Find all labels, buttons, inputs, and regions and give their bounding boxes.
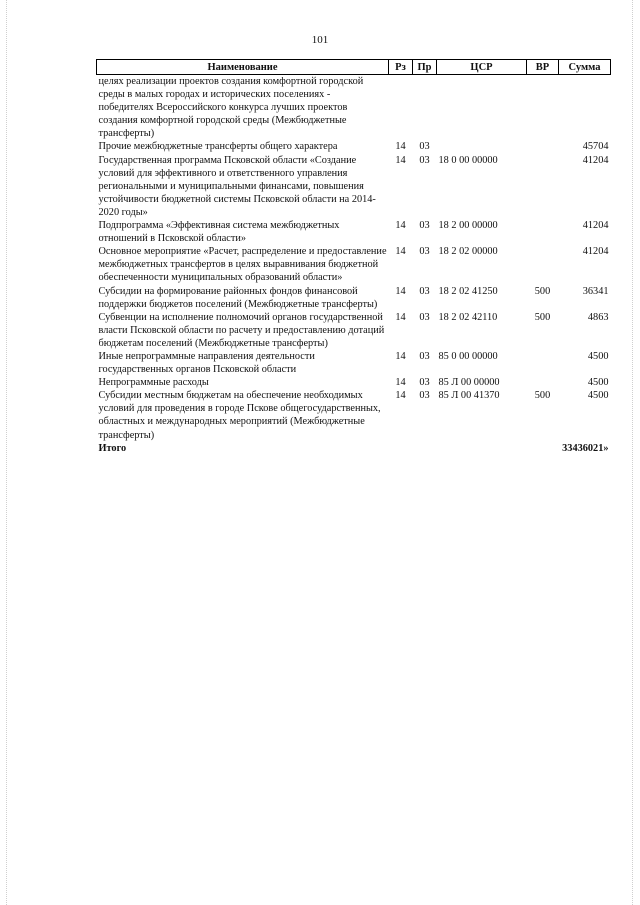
table-row xyxy=(97,219,611,245)
row-pr: 03 xyxy=(419,350,430,362)
header-csr: ЦСР xyxy=(437,60,527,75)
row-sum xyxy=(559,75,611,141)
row-sum: 4500 xyxy=(587,390,609,402)
row-csr: 18 0 00 00000 xyxy=(438,154,498,166)
row-pr: 03 xyxy=(419,246,430,258)
row-pr: 03 xyxy=(419,285,430,297)
row-name: Государственная программа Псковской области «Создание условий для эффективного и ответственного управления региональными и муниципальными финансами, повышения устойчивости бюджетной системы Псковской области на 2014-2020 годы» xyxy=(98,154,376,218)
row-rz: 14 xyxy=(395,377,406,389)
header-sum: Сумма xyxy=(559,60,611,75)
row-name: Субвенции на исполнение полномочий органов государственной власти Псковской области по расчету и предоставлению дотаций бюджетам поселений (Межбюджетные трансферты) xyxy=(98,311,385,349)
row-name: Непрограммные расходы xyxy=(98,377,209,389)
header-name: Наименование xyxy=(97,60,389,75)
row-rz: 14 xyxy=(395,220,406,232)
row-csr: 18 2 02 41250 xyxy=(438,285,498,297)
row-name: Субсидии местным бюджетам на обеспечение необходимых условий для проведения в городе Пскове общегосударственных, областных и международных мероприятий (Межбюджетные трансферты) xyxy=(98,390,381,441)
row-name: Иные непрограммные направления деятельности государственных органов Псковской области xyxy=(98,350,315,376)
row-csr: 85 0 00 00000 xyxy=(438,350,498,362)
row-sum: 4500 xyxy=(587,377,609,389)
header-pr: Пр xyxy=(413,60,437,75)
row-rz: 14 xyxy=(395,285,406,297)
table-header-row xyxy=(97,60,611,75)
row-rz: 14 xyxy=(395,141,406,153)
row-rz: 14 xyxy=(395,311,406,323)
row-vr xyxy=(527,376,559,389)
row-pr: 03 xyxy=(419,220,430,232)
row-csr: 18 2 02 00000 xyxy=(438,246,498,258)
row-pr: 03 xyxy=(419,390,430,402)
total-row xyxy=(97,442,611,455)
table-row xyxy=(97,389,611,441)
table-body xyxy=(97,75,611,455)
row-vr: 500 xyxy=(534,390,551,402)
row-csr: 18 2 00 00000 xyxy=(438,220,498,232)
row-csr xyxy=(437,75,527,141)
table-row xyxy=(97,140,611,153)
row-pr: 03 xyxy=(419,311,430,323)
total-label: Итого xyxy=(98,442,127,454)
row-vr: 500 xyxy=(534,311,551,323)
row-vr xyxy=(527,350,559,376)
row-pr xyxy=(413,75,437,141)
table-row xyxy=(97,154,611,219)
budget-table xyxy=(96,59,611,455)
row-vr xyxy=(527,140,559,153)
table-row xyxy=(97,311,611,350)
row-csr: 85 Л 00 00000 xyxy=(438,377,500,389)
row-pr: 03 xyxy=(419,154,430,166)
table-row xyxy=(97,350,611,376)
header-vr: ВР xyxy=(527,60,559,75)
row-vr xyxy=(527,154,559,219)
row-name: Субсидии на формирование районных фондов финансовой поддержки бюджетов поселений (Межбюджетные трансферты) xyxy=(98,285,378,310)
row-rz: 14 xyxy=(395,350,406,362)
row-name: Основное мероприятие «Расчет, распределение и предоставление межбюджетных трансфертов в целях выравнивания бюджетной обеспеченности муниципальных образований области» xyxy=(98,246,387,284)
row-vr xyxy=(527,219,559,245)
page-number: 101 xyxy=(311,34,329,46)
row-name: Подпрограмма «Эффективная система межбюджетных отношений в Псковской области» xyxy=(98,220,340,245)
row-sum: 41204 xyxy=(582,246,609,258)
total-sum: 33436021» xyxy=(562,442,609,454)
row-vr xyxy=(527,75,559,141)
table-row xyxy=(97,285,611,311)
table-row xyxy=(97,245,611,284)
row-name: целях реализации проектов создания комфортной городской среды в малых городах и исторических поселениях - победителях Всероссийского конкурса лучших проектов создания комфортной городской среды (Межбюджетные трансферты) xyxy=(98,76,364,140)
row-csr xyxy=(437,140,527,153)
scan-edge-left xyxy=(6,0,7,905)
row-vr: 500 xyxy=(534,285,551,297)
row-csr: 18 2 02 42110 xyxy=(438,311,498,323)
row-sum: 45704 xyxy=(582,141,609,153)
row-csr: 85 Л 00 41370 xyxy=(438,390,500,402)
row-pr: 03 xyxy=(419,377,430,389)
row-sum: 36341 xyxy=(582,285,609,297)
row-name: Прочие межбюджетные трансферты общего характера xyxy=(98,141,338,153)
row-sum: 41204 xyxy=(582,220,609,232)
row-rz: 14 xyxy=(395,154,406,166)
table-row xyxy=(97,75,611,141)
row-sum: 41204 xyxy=(582,154,609,166)
row-rz: 14 xyxy=(395,246,406,258)
table-row xyxy=(97,376,611,389)
row-rz: 14 xyxy=(395,390,406,402)
row-sum: 4863 xyxy=(587,311,609,323)
scan-edge-right xyxy=(632,0,633,905)
row-sum: 4500 xyxy=(587,350,609,362)
row-pr: 03 xyxy=(419,141,430,153)
row-vr xyxy=(527,245,559,284)
header-rz: Рз xyxy=(389,60,413,75)
row-rz xyxy=(389,75,413,141)
